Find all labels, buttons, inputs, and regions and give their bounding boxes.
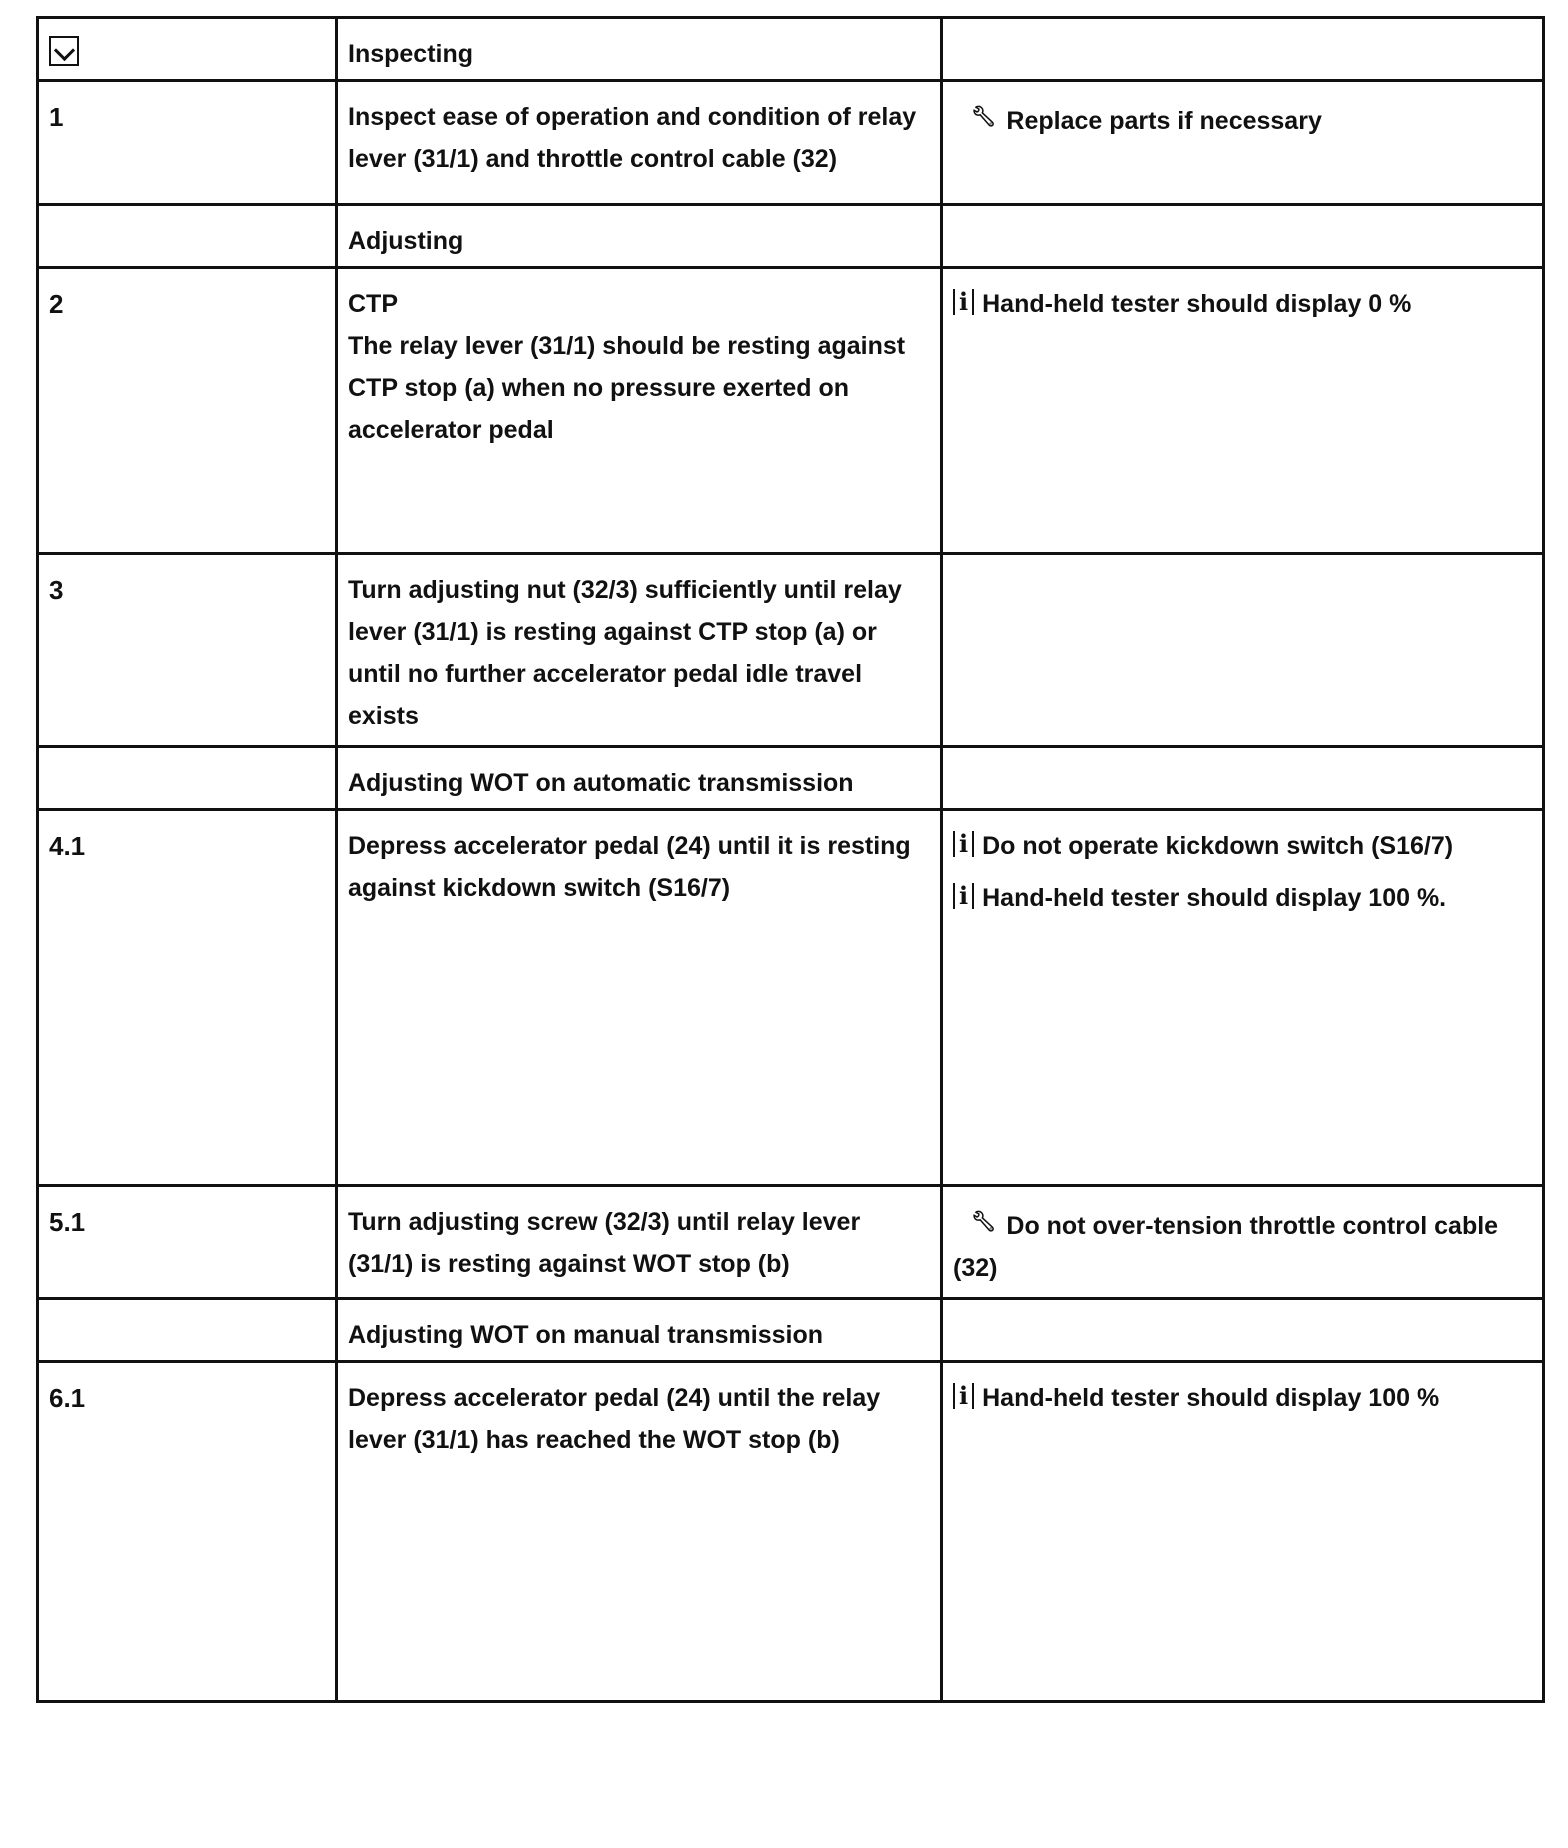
section-empty-cell (942, 1299, 1544, 1362)
step-notes (942, 810, 1544, 1186)
section-empty-cell (38, 1299, 337, 1362)
step-number: 6.1 (38, 1362, 337, 1702)
header-empty-cell (942, 18, 1544, 81)
step-number: 1 (38, 81, 337, 205)
table-row (38, 268, 1544, 554)
section-row (38, 205, 1544, 268)
section-row (38, 747, 1544, 810)
header-row (38, 18, 1544, 81)
wrench-icon: 🔧︎ (971, 106, 997, 128)
step-notes (942, 554, 1544, 747)
table-row (38, 81, 1544, 205)
step-action: Depress accelerator pedal (24) until it is resting against kickdown switch (S16/7) (337, 810, 942, 1186)
step-action: Turn adjusting nut (32/3) sufficiently until relay lever (31/1) is resting against CTP stop (a) or until no further accelerator pedal idle travel exists (337, 554, 942, 747)
step-number: 5.1 (38, 1186, 337, 1299)
note (953, 825, 1532, 867)
step-action: Turn adjusting screw (32/3) until relay lever (31/1) is resting against WOT stop (b) (337, 1186, 942, 1299)
note-text: Hand-held tester should display 0 % (982, 290, 1412, 318)
section-empty-cell (942, 747, 1544, 810)
note (953, 877, 1532, 919)
note-text: Replace parts if necessary (1006, 107, 1322, 135)
note-text: Do not operate kickdown switch (S16/7) (982, 832, 1454, 860)
note-text: Do not over-tension throttle control cable (32) (953, 1212, 1499, 1282)
step-action-title: CTP (348, 290, 398, 318)
step-notes (942, 81, 1544, 205)
header-title: Inspecting (337, 18, 942, 81)
info-icon: i (953, 289, 974, 315)
note-text: Hand-held tester should display 100 %. (982, 884, 1447, 912)
info-icon: i (953, 1383, 974, 1409)
wrench-icon: 🔧︎ (971, 1211, 997, 1233)
step-action: Inspect ease of operation and condition of relay lever (31/1) and throttle control cable (32) (337, 81, 942, 205)
step-notes (942, 1362, 1544, 1702)
step-action (337, 268, 942, 554)
section-empty-cell (942, 205, 1544, 268)
info-icon: i (953, 883, 974, 909)
note (953, 1201, 1532, 1289)
section-empty-cell (38, 747, 337, 810)
step-action: Depress accelerator pedal (24) until the relay lever (31/1) has reached the WOT stop (b) (337, 1362, 942, 1702)
section-title: Adjusting WOT on manual transmission (337, 1299, 942, 1362)
step-notes (942, 268, 1544, 554)
step-number: 4.1 (38, 810, 337, 1186)
step-action-text: The relay lever (31/1) should be resting against CTP stop (a) when no pressure exerted on accelerator pedal (348, 332, 906, 444)
section-empty-cell (38, 205, 337, 268)
table-row (38, 1362, 1544, 1702)
document-check-icon (49, 36, 79, 66)
step-notes (942, 1186, 1544, 1299)
table-row (38, 810, 1544, 1186)
section-title: Adjusting WOT on automatic transmission (337, 747, 942, 810)
note-text: Hand-held tester should display 100 % (982, 1384, 1440, 1412)
note (953, 96, 1532, 142)
section-row (38, 1299, 1544, 1362)
info-icon: i (953, 831, 974, 857)
procedure-sheet (36, 16, 1542, 1703)
step-number: 3 (38, 554, 337, 747)
table-row (38, 554, 1544, 747)
step-number: 2 (38, 268, 337, 554)
note (953, 283, 1532, 325)
header-icon-cell (38, 18, 337, 81)
table-row (38, 1186, 1544, 1299)
procedure-table (36, 16, 1545, 1703)
note (953, 1377, 1532, 1419)
section-title: Adjusting (337, 205, 942, 268)
